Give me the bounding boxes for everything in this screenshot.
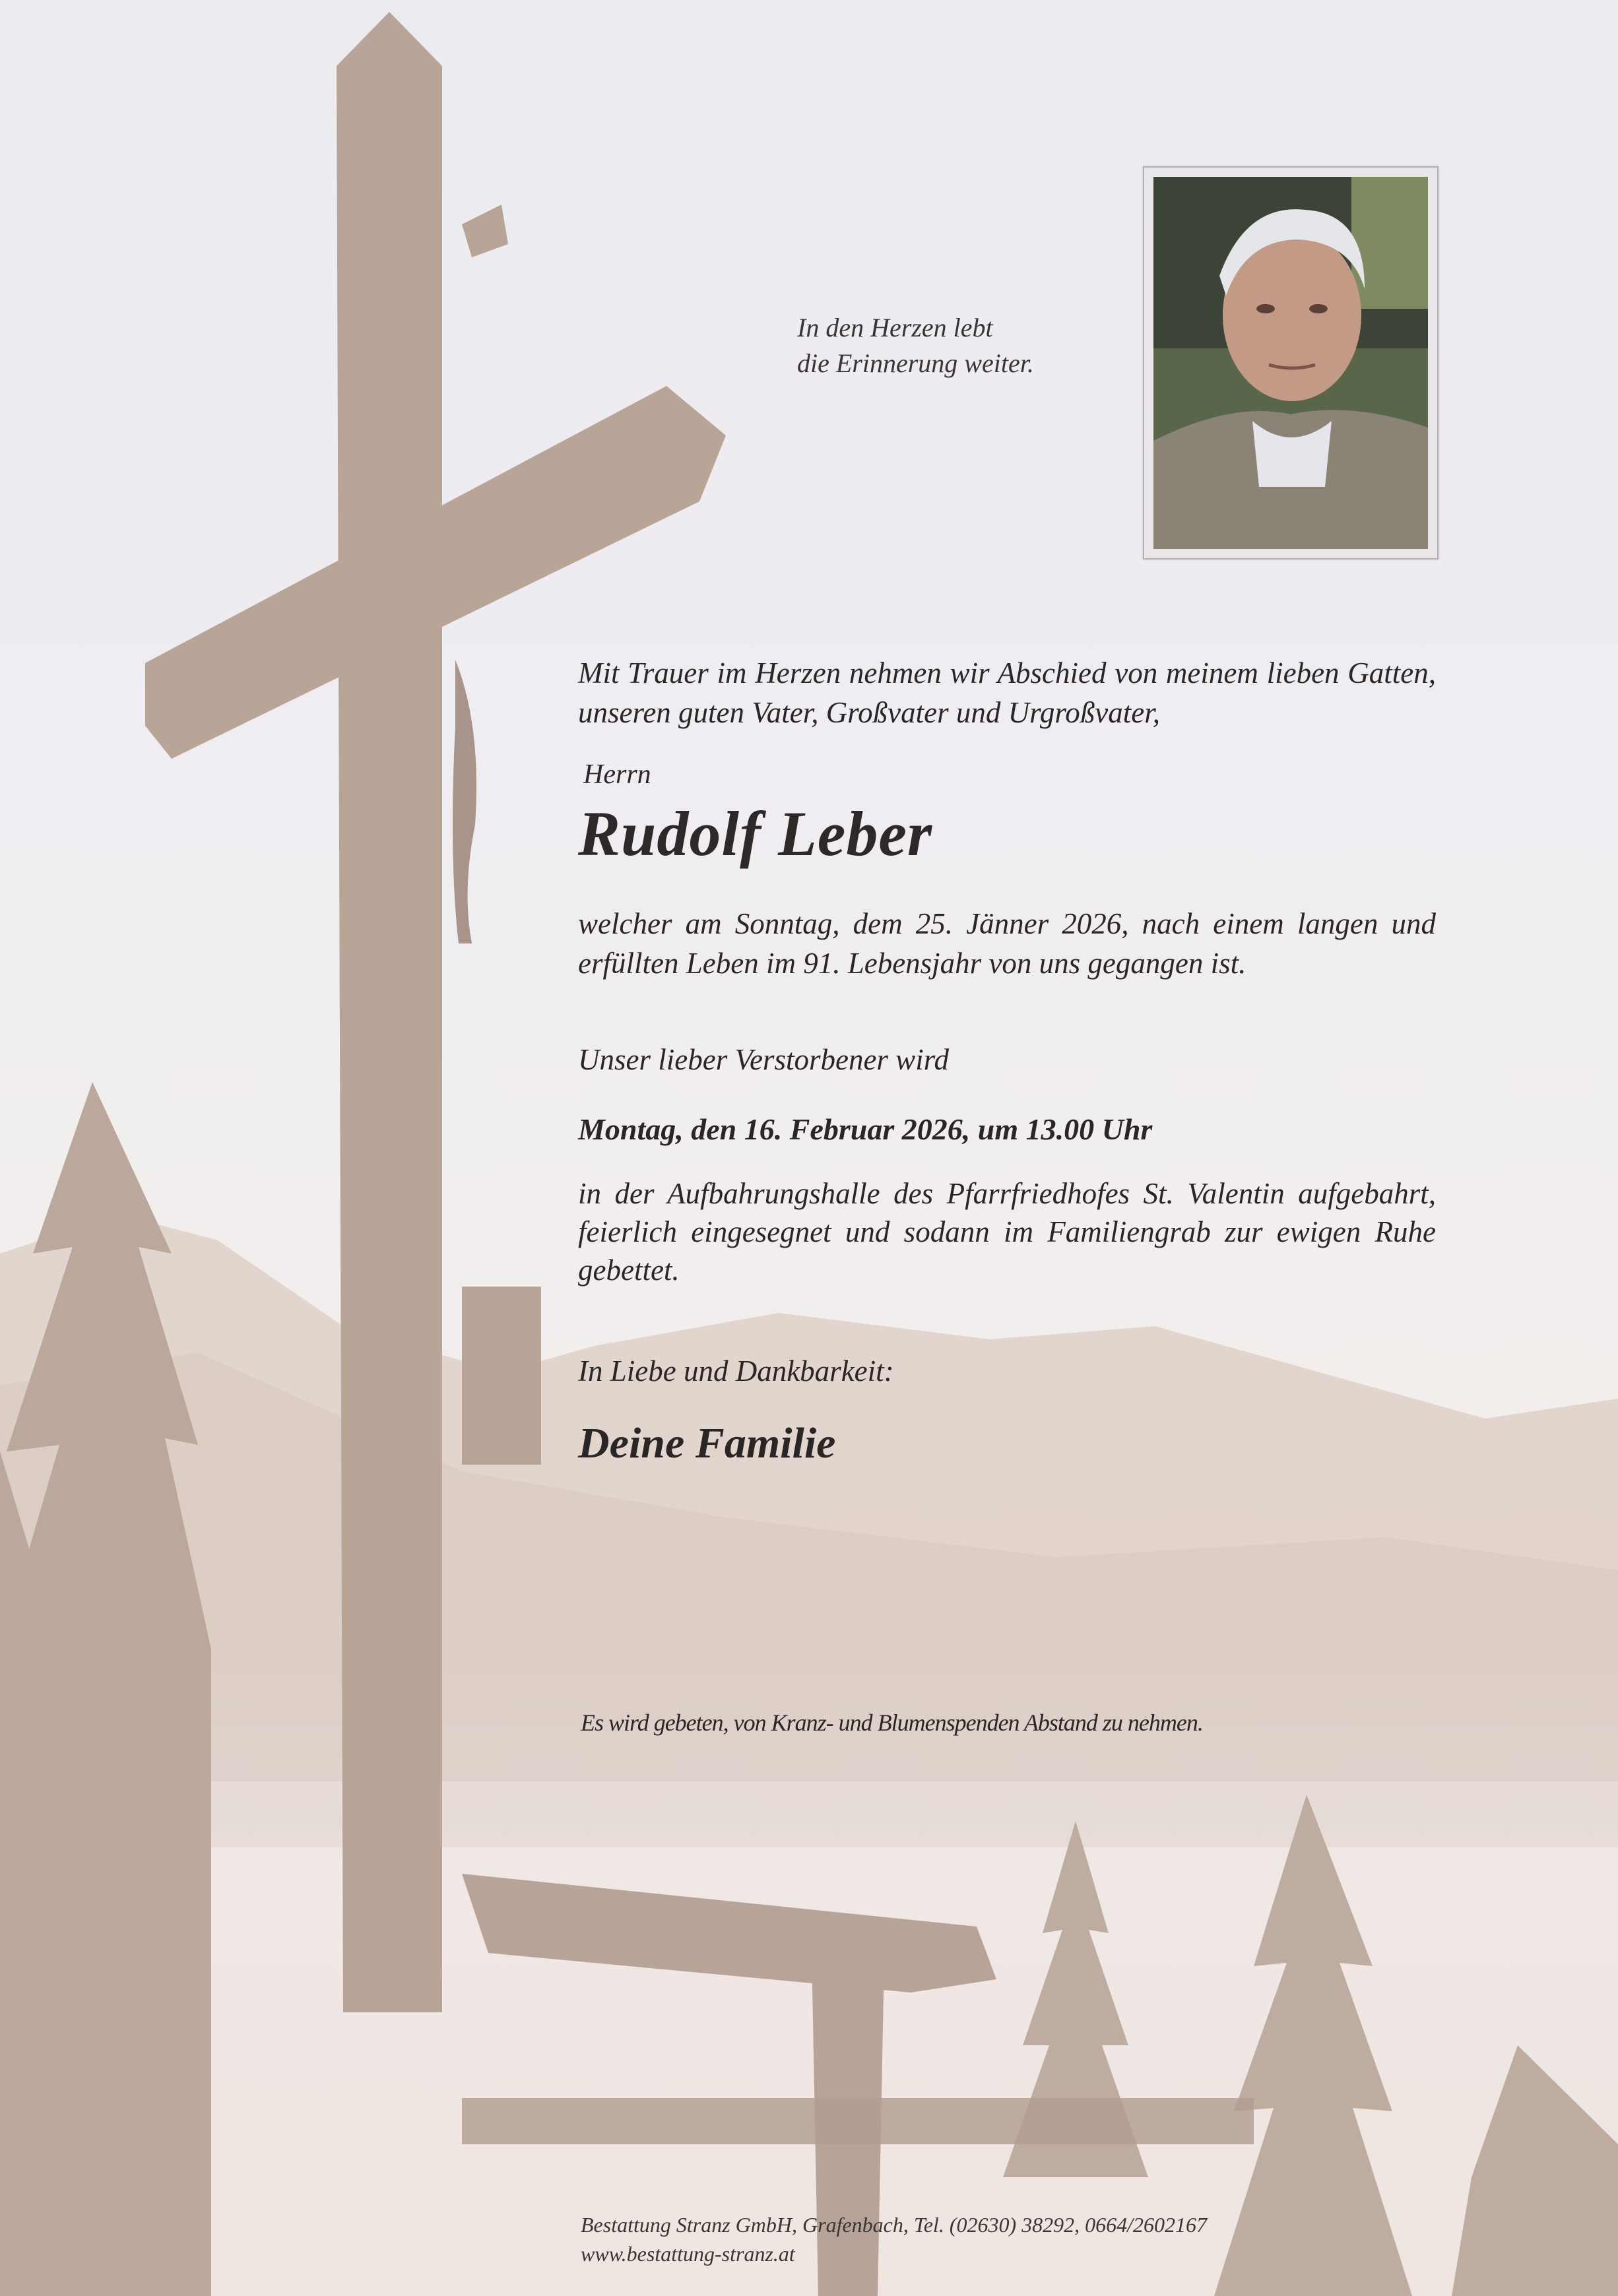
- family-signature: Deine Familie: [578, 1419, 836, 1467]
- portrait-photo-icon: [1153, 177, 1428, 549]
- passing-paragraph: welcher am Sonntag, dem 25. Jänner 2026, nach einem langen und erfüllten Leben im 91. Lebensjahr von uns gegangen ist.: [578, 907, 1436, 980]
- footer-website: www.bestattung-stranz.at: [581, 2242, 795, 2266]
- crucifix-figure: [453, 660, 476, 943]
- quote-line-2: die Erinnerung weiter.: [797, 348, 1034, 378]
- quote-line-1: In den Herzen lebt: [797, 313, 993, 342]
- memorial-quote: [797, 310, 1034, 381]
- portrait-photo: [1153, 177, 1428, 549]
- funeral-date: Montag, den 16. Februar 2026, um 13.00 Uhr: [578, 1112, 1153, 1146]
- funeral-home-footer: [581, 2210, 1207, 2268]
- wooden-railing: [462, 2098, 1254, 2144]
- footer-contact: Bestattung Stranz GmbH, Grafenbach, Tel. (02630) 38292, 0664/2602167: [581, 2213, 1208, 2237]
- donation-request: Es wird gebeten, von Kranz- und Blumenspenden Abstand zu nehmen.: [581, 1709, 1203, 1736]
- salutation: Herrn: [583, 759, 651, 790]
- closing-text: In Liebe und Dankbarkeit:: [578, 1355, 894, 1387]
- portrait-frame: [1143, 166, 1439, 559]
- intro-paragraph: Mit Trauer im Herzen nehmen wir Abschied von meinem lieben Gatten, unseren guten Vater, Großvater und Urgroßvater,: [578, 656, 1436, 729]
- deceased-name: Rudolf Leber: [578, 798, 933, 869]
- funeral-intro: Unser lieber Verstorbener wird: [578, 1043, 950, 1076]
- funeral-place: in der Aufbahrungshalle des Pfarrfriedhofes St. Valentin aufgebahrt, feierlich eingesegnet und sodann im Familiengrab zur ewigen Ruhe gebettet.: [578, 1177, 1436, 1287]
